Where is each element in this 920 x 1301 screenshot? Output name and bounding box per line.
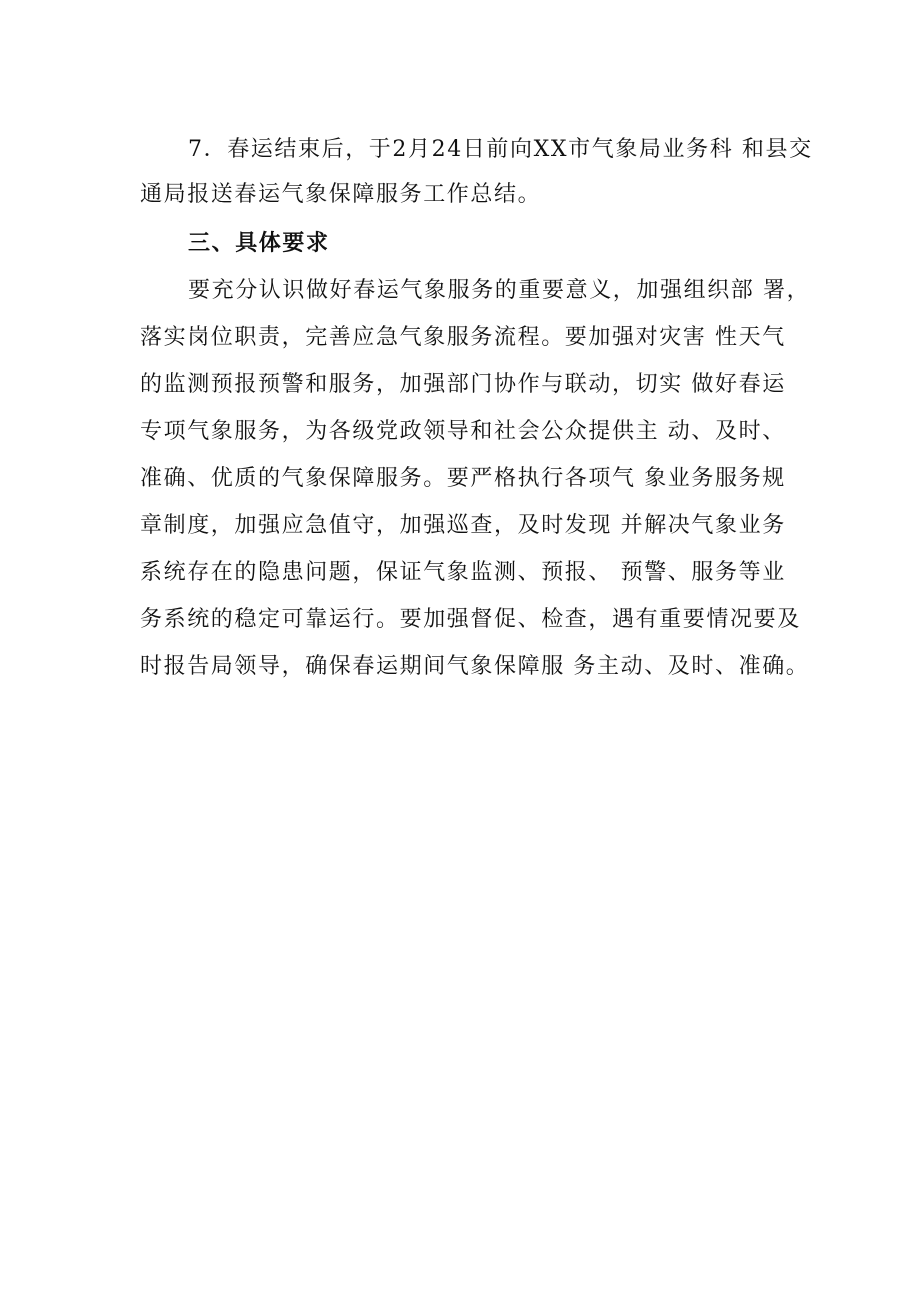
section-heading: 三、具体要求 [188,231,330,256]
paragraph-line-1: 要充分认识做好春运气象服务的重要意义，加强组织部 署， [188,278,811,303]
item7-line-1: 7．春运结束后，于2月24日前向XX市气象局业务科 和县交 [188,137,813,162]
paragraph-line-2: 落实岗位职责，完善应急气象服务流程。要加强对灾害 性天气 [140,325,786,350]
paragraph-line-9: 时报告局领导，确保春运期间气象保障服 务主动、及时、准确。 [140,654,810,679]
paragraph-line-5: 准确、优质的气象保障服务。要严格执行各项气 象业务服务规 [140,466,786,491]
paragraph-line-3: 的监测预报预警和服务，加强部门协作与联动，切实 做好春运 [140,372,786,397]
paragraph-line-4: 专项气象服务，为各级党政领导和社会公众提供主 动、及时、 [140,419,786,444]
paragraph-line-8: 务系统的稳定可靠运行。要加强督促、检查，遇有重要情况要及 [140,607,801,632]
paragraph-line-7: 系统存在的隐患问题，保证气象监测、预报、 预警、服务等业 [140,560,786,585]
paragraph-line-6: 章制度，加强应急值守，加强巡查，及时发现 并解决气象业务 [140,513,786,538]
item7-line-2: 通局报送春运气象保障服务工作总结。 [140,182,542,207]
